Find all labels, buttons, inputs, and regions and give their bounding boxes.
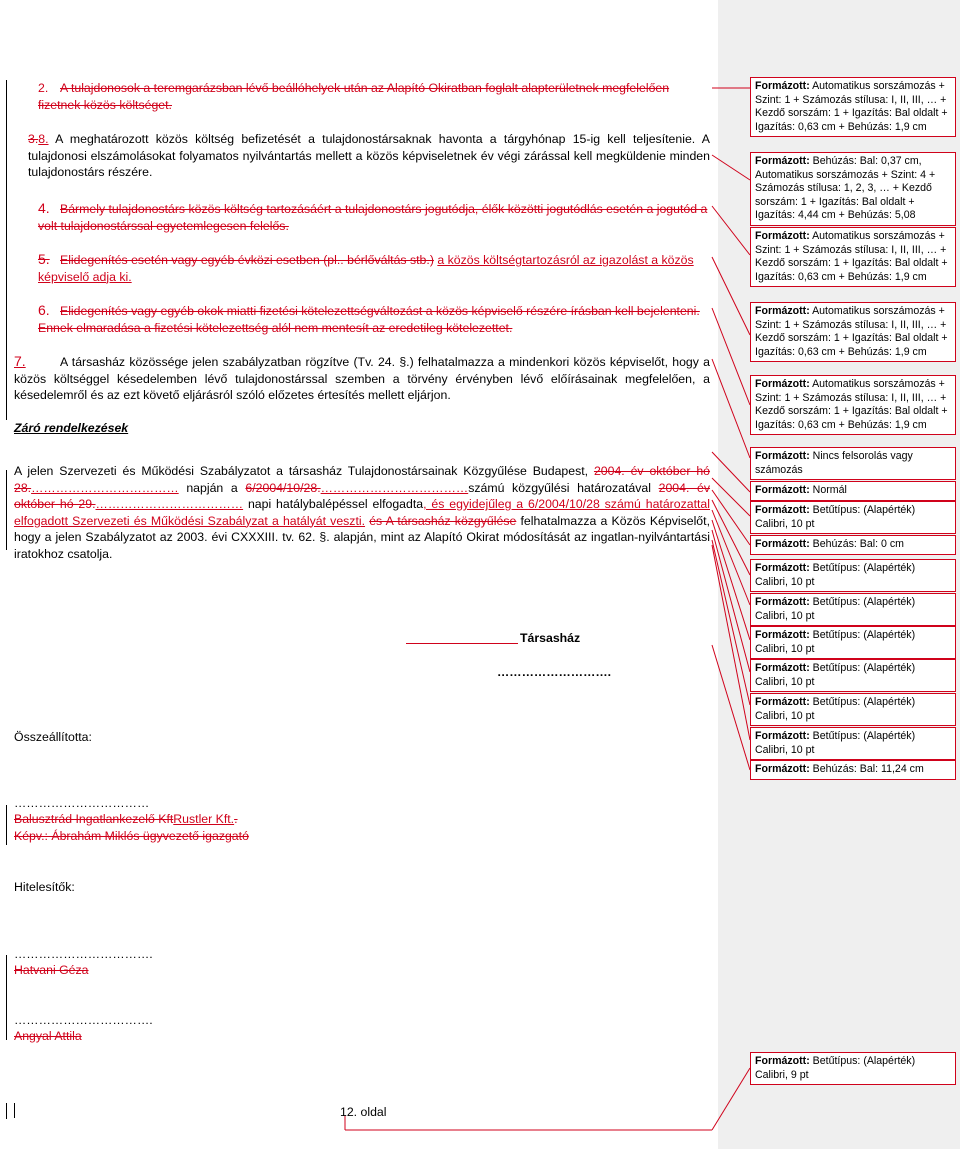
list-item-6 (38, 302, 710, 336)
closing-text-5: felhatalmazza a Közös Képviselőt, hogy a jelen Szabályzatot az 2003. évi CXXXIII. tv. 62. §. alapján, mint az Alapító Okirat módosítását az ingatlan-nyilvántartási iratokhoz csatolja. (14, 513, 710, 561)
comment-label: Formázott: (755, 305, 810, 317)
deleted-dot: . (234, 812, 238, 826)
comment-text: Betűtípus: (Alapérték) Calibri, 10 pt (755, 662, 916, 688)
comment-text: Automatikus sorszámozás + Szint: 1 + Számozás stílusa: I, II, III, … + Kezdő sorszám: 1 + Igazítás: Bal oldalt + Igazítás: 0,63 cm + Behúzás: 1,9 cm (755, 305, 948, 358)
comment-balloon[interactable] (750, 302, 956, 362)
comment-text: Behúzás: Bal: 0,37 cm, Automatikus sorszámozás + Szint: 4 + Számozás stílusa: 1, 2, 3, … + Kezdő sorszám: 1 + Igazítás: Bal oldalt + Igazítás: 4,44 cm + Behúzás: 5,08 (755, 155, 936, 221)
inserted-company: Rustler Kft. (173, 812, 235, 826)
deleted-text-4: és A társasház közgyűlése (369, 513, 517, 528)
comment-label: Formázott: (755, 596, 810, 608)
comment-text: Normál (809, 484, 847, 496)
comment-label: Formázott: (755, 504, 810, 516)
inserted-number: 8. (38, 132, 49, 146)
closing-paragraph (14, 463, 710, 562)
comment-text: Betűtípus: (Alapérték) Calibri, 10 pt (755, 596, 916, 622)
comment-label: Formázott: (755, 484, 810, 496)
comment-balloon[interactable] (750, 535, 956, 555)
comment-text: Automatikus sorszámozás + Szint: 1 + Számozás stílusa: I, II, III, … + Kezdő sorszám: 1 + Igazítás: Bal oldalt + Igazítás: 0,63 cm + Behúzás: 1,9 cm (755, 378, 948, 431)
comment-label: Formázott: (755, 730, 810, 742)
inserted-text: a közös költségtartozásról az igazolást a közös képviselő adja ki. (38, 253, 694, 284)
closing-text-4: napi hatálybalépéssel elfogadta (247, 497, 424, 511)
comment-balloon[interactable] (750, 593, 956, 626)
item-number: 7. (14, 353, 26, 369)
comment-label: Formázott: (755, 629, 810, 641)
deleted-number: 3. (28, 132, 39, 146)
comment-text: Automatikus sorszámozás + Szint: 1 + Számozás stílusa: I, II, III, … + Kezdő sorszám: 1 + Igazítás: Bal oldalt + Igazítás: 0,63 cm + Behúzás: 1,9 cm (755, 80, 948, 133)
comment-text: Betűtípus: (Alapérték) Calibri, 10 pt (755, 696, 916, 722)
change-bar (6, 955, 7, 1040)
comment-text: Betűtípus: (Alapérték) Calibri, 10 pt (755, 730, 916, 756)
signature-name-3: Angyal Attila (14, 1029, 82, 1043)
comment-balloon[interactable] (750, 626, 956, 659)
comment-label: Formázott: (755, 155, 810, 167)
deleted-date-3: 2004. év október hó 29. (14, 480, 711, 511)
comment-balloon[interactable] (750, 659, 956, 692)
track-line (406, 643, 518, 644)
list-item-2 (38, 80, 710, 113)
change-bar (6, 470, 7, 550)
item-text: Elidegenítés vagy egyéb okok miatti fizetési kötelezettségváltozást a közös képviselő részére írásban kell bejelenteni. Ennek elmaradása a fizetési kötelezettség alól nem mentesít az eredetileg kötelezettet. (38, 304, 700, 335)
comment-label: Formázott: (755, 763, 810, 775)
list-item-7 (14, 353, 710, 404)
comment-label: Formázott: (755, 562, 810, 574)
signature-dots-tarsashaz: ………………………. (497, 665, 612, 679)
signature-dots-1: …………………………… (14, 796, 150, 810)
closing-text-2: napján a (186, 480, 238, 495)
change-bar (6, 1103, 7, 1119)
comment-label: Formázott: (755, 1055, 810, 1067)
comment-balloon[interactable] (750, 447, 956, 480)
comment-label: Formázott: (755, 378, 810, 390)
comment-text: Behúzás: Bal: 11,24 cm (809, 763, 924, 775)
list-item-5 (38, 251, 710, 285)
item-text: A meghatározott közös költség befizetését a tulajdonostársaknak havonta a tárgyhónap 15-ig kell teljesítenie. A tulajdonosi elszámolásokat folyamatos nyilvántartás mellett a közös képviseletnek év végi zárással kell megküldenie minden tulajdonostárs részére. (28, 132, 710, 179)
comment-balloon[interactable] (750, 1052, 956, 1085)
comment-text: Automatikus sorszámozás + Szint: 1 + Számozás stílusa: I, II, III, … + Kezdő sorszám: 1 + Igazítás: Bal oldalt + Igazítás: 0,63 cm + Behúzás: 1,9 cm (755, 230, 948, 283)
comment-text: Betűtípus: (Alapérték) Calibri, 10 pt (755, 504, 916, 530)
deleted-text: Elidegenítés esetén vagy egyéb évközi esetben (pl.. bérlőváltás stb.) (60, 253, 434, 267)
comment-balloon[interactable] (750, 559, 956, 592)
certifiers-label: Hitelesítők: (14, 880, 75, 894)
change-bar (6, 80, 7, 420)
signature-name-2: Hatvani Géza (14, 963, 89, 977)
comment-balloon[interactable] (750, 760, 956, 780)
signature-name-1 (14, 811, 238, 828)
cursor-bar (14, 1103, 15, 1118)
comment-text: Betűtípus: (Alapérték) Calibri, 10 pt (755, 562, 916, 588)
comment-balloon[interactable] (750, 375, 956, 435)
signature-representative: Képv.: Ábrahám Miklós ügyvezető igazgató (14, 829, 249, 843)
comment-label: Formázott: (755, 662, 810, 674)
comment-balloon[interactable] (750, 501, 956, 534)
comment-text: Betűtípus: (Alapérték) Calibri, 10 pt (755, 629, 916, 655)
inserted-text-4: , és egyidejűleg a 6/2004/10/28 számú határozattal elfogadott Szervezeti és Működési Szabályzat a hatályát veszti. (14, 497, 710, 528)
compiled-by-label: Összeállította: (14, 730, 92, 744)
deleted-number-2: 6/2004/10/28. (245, 480, 321, 495)
deleted-company: Balusztrád Ingatlankezelő Kft (14, 812, 174, 826)
signature-dots-3: ……………………………. (14, 1013, 153, 1027)
comment-text: Behúzás: Bal: 0 cm (809, 538, 904, 550)
comment-label: Formázott: (755, 230, 810, 242)
deleted-date-1: 2004. év október hó 28. (14, 464, 711, 495)
comment-label: Formázott: (755, 450, 810, 462)
item-text: A tulajdonosok a teremgarázsban lévő beállóhelyek után az Alapító Okiratban foglalt alapterületnek megfelelően fizetnek közös költséget. (38, 81, 670, 112)
comment-balloon[interactable] (750, 481, 956, 501)
comment-balloon[interactable] (750, 77, 956, 137)
comment-balloon[interactable] (750, 152, 956, 226)
list-item-8 (28, 131, 710, 181)
signature-label-tarsashaz: Társasház (520, 631, 581, 645)
comment-label: Formázott: (755, 80, 810, 92)
section-heading: Záró rendelkezések (14, 421, 129, 435)
comment-balloon[interactable] (750, 227, 956, 287)
comment-balloon[interactable] (750, 693, 956, 726)
change-bar (6, 805, 7, 845)
item-text: A társasház közössége jelen szabályzatban rögzítve (Tv. 24. §.) felhatalmazza a mindenkori közös képviselőt, hogy a közös költséggel késedelemben lévő tulajdonostárssal szemben a törvény érvényben lévő előírásainak megfelelően, a késedelemről és az ezt követő eljárásról szóló előzetes értesítés mellett eljárjon. (14, 355, 710, 402)
comment-label: Formázott: (755, 696, 810, 708)
inserted-blank-1: ……………………………… (31, 480, 179, 495)
item-number: 2. (38, 81, 49, 95)
item-number: 4. (38, 200, 50, 216)
inserted-blank-2: ……………………………… (320, 480, 469, 495)
inserted-blank-3: ……………………………… (95, 497, 244, 511)
comment-text: Betűtípus: (Alapérték) Calibri, 9 pt (755, 1055, 916, 1081)
signature-dots-2: ……………………………. (14, 947, 153, 961)
comment-text: Nincs felsorolás vagy számozás (755, 450, 913, 476)
item-number: 6. (38, 302, 50, 318)
list-item-4 (38, 200, 710, 234)
closing-text-3: számú közgyűlési határozatával (468, 480, 651, 495)
item-number: 5. (38, 251, 50, 267)
comment-balloon[interactable] (750, 727, 956, 760)
closing-text-1: A jelen Szervezeti és Működési Szabályzatot a társasház Tulajdonostársainak Közgyűlése Budapest, (14, 464, 589, 478)
item-text: Bármely tulajdonostárs közös költség tartozásáért a tulajdonostárs jogutódja, élők közötti jogutódlás esetén a jogutód a volt tulajdonostárssal egyetemlegesen felelős. (38, 202, 708, 233)
page-number: 12. oldal (340, 1105, 387, 1119)
comment-label: Formázott: (755, 538, 810, 550)
